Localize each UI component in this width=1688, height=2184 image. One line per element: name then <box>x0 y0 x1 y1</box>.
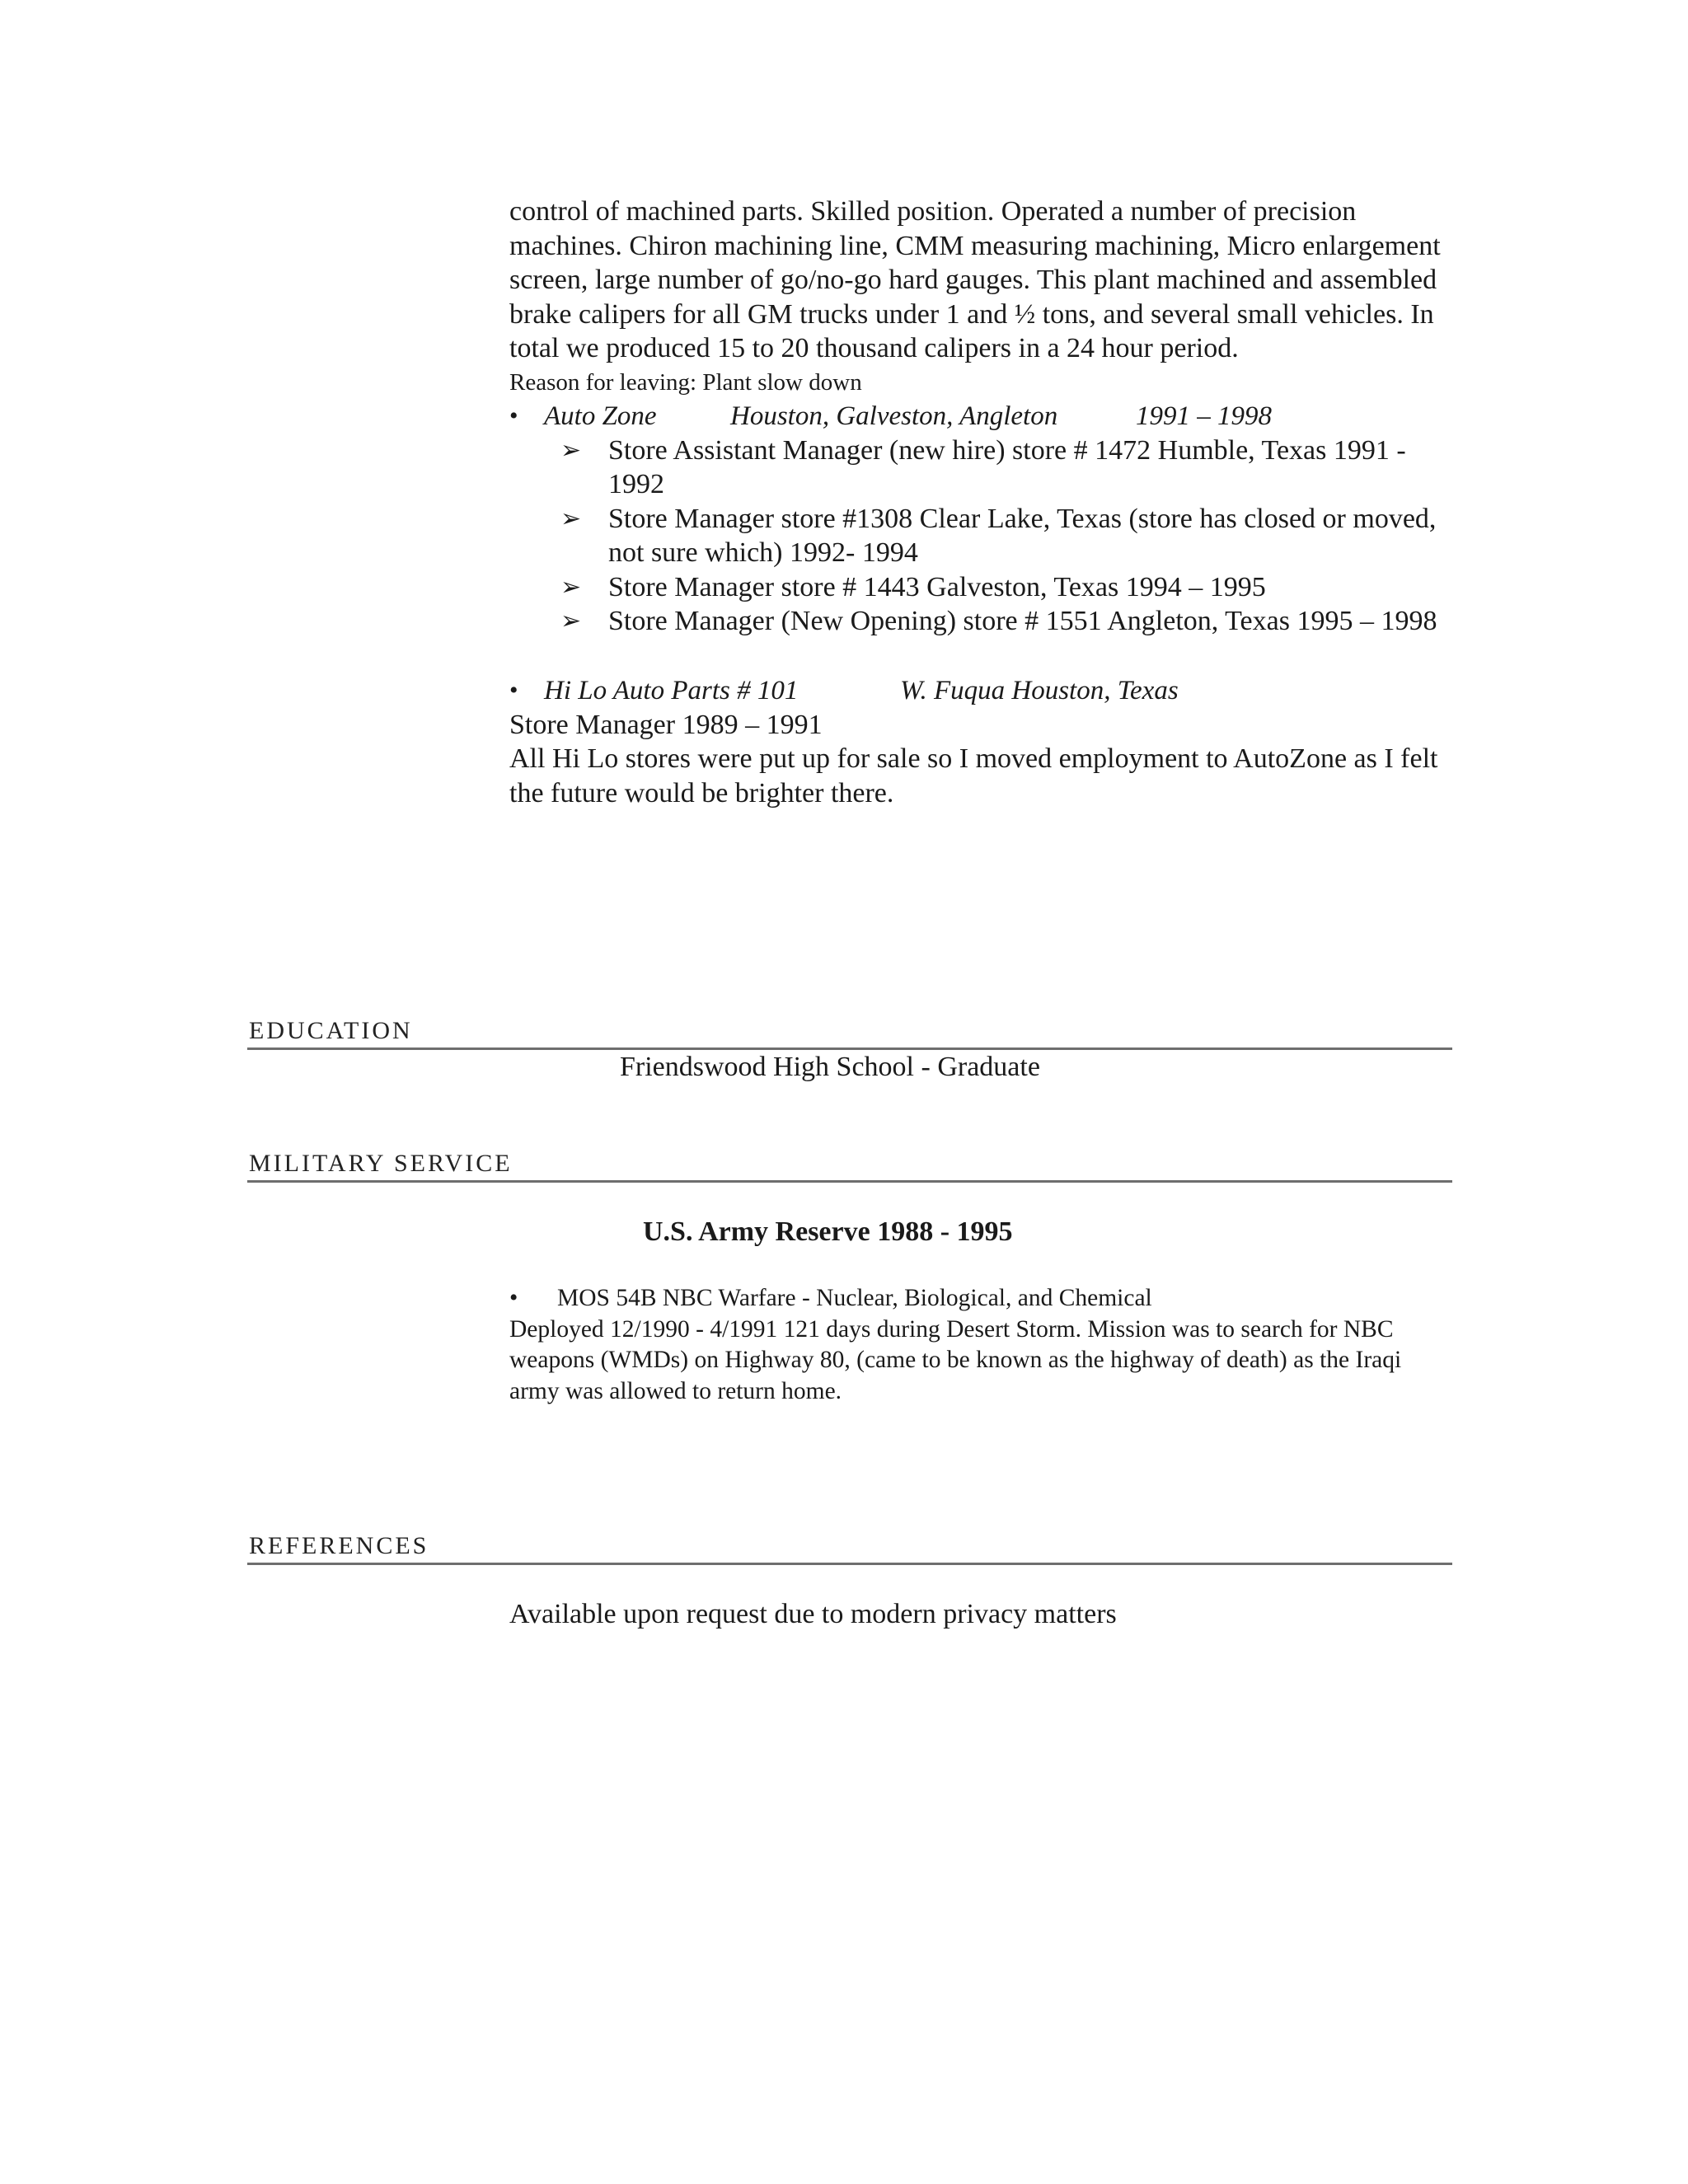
bullet-icon: • <box>509 401 518 429</box>
military-details-block <box>509 1283 1432 1407</box>
education-heading: EDUCATION <box>247 1015 1452 1050</box>
list-item <box>509 570 1449 605</box>
military-details: Deployed 12/1990 - 4/1991 121 days during Desert Storm. Mission was to search for NBC weapons (WMDs) on Highway 80, (came to be known as the highway of death) as the Iraqi army was allowed to return home. <box>509 1315 1402 1404</box>
reason-for-leaving: Reason for leaving: Plant slow down <box>509 368 862 396</box>
job-autozone <box>509 399 1449 434</box>
position-text: Store Manager (New Opening) store # 1551 Angleton, Texas 1995 – 1998 <box>608 606 1437 636</box>
position-text: Store Manager store # 1443 Galveston, Texas 1994 – 1995 <box>608 571 1266 602</box>
education-entry: Friendswood High School - Graduate <box>620 1052 1040 1082</box>
position-text: Store Assistant Manager (new hire) store # 1472 Humble, Texas 1991 - 1992 <box>608 434 1406 499</box>
position-text: Store Manager store #1308 Clear Lake, Texas (store has closed or moved, not sure which) 1992- 1994 <box>608 503 1437 568</box>
bullet-icon: • <box>509 1285 518 1311</box>
arrow-bullet-icon: ➢ <box>560 573 582 601</box>
references-heading: REFERENCES <box>247 1530 1452 1565</box>
arrow-bullet-icon: ➢ <box>560 436 582 464</box>
job-location: Houston, Galveston, Angleton <box>730 401 1058 431</box>
arrow-bullet-icon: ➢ <box>560 607 582 635</box>
job-hilo <box>509 673 1449 708</box>
job-company: Hi Lo Auto Parts # 101 <box>544 675 799 705</box>
list-item <box>509 604 1449 639</box>
hilo-role: Store Manager 1989 – 1991 <box>509 709 823 740</box>
references-text: Available upon request due to modern privacy matters <box>509 1599 1117 1629</box>
job-dates: 1991 – 1998 <box>1136 401 1272 431</box>
arrow-bullet-icon: ➢ <box>560 504 582 532</box>
hilo-note: All Hi Lo stores were put up for sale so I moved employment to AutoZone as I felt the future would be brighter there. <box>509 743 1438 808</box>
military-mos <box>509 1283 1432 1315</box>
intro-paragraph: control of machined parts. Skilled position. Operated a number of precision machines. Chiron machining line, CMM measuring machining, Micro enlargement screen, large number of go/no-go hard gauges. This plant machined and assembled brake calipers for all GM trucks under 1 and ½ tons, and several small vehicles. In total we produced 15 to 20 thousand calipers in a 24 hour period. <box>509 196 1441 363</box>
job-location: W. Fuqua Houston, Texas <box>900 675 1179 705</box>
mos-text: MOS 54B NBC Warfare - Nuclear, Biological, and Chemical <box>557 1285 1152 1311</box>
autozone-positions <box>509 434 1449 639</box>
bullet-icon: • <box>509 676 518 704</box>
experience-continuation <box>509 194 1449 810</box>
list-item <box>509 434 1449 502</box>
military-heading: MILITARY SERVICE <box>247 1147 1452 1183</box>
list-item <box>509 502 1449 570</box>
job-company: Auto Zone <box>544 401 657 431</box>
military-title: U.S. Army Reserve 1988 - 1995 <box>643 1216 1013 1247</box>
